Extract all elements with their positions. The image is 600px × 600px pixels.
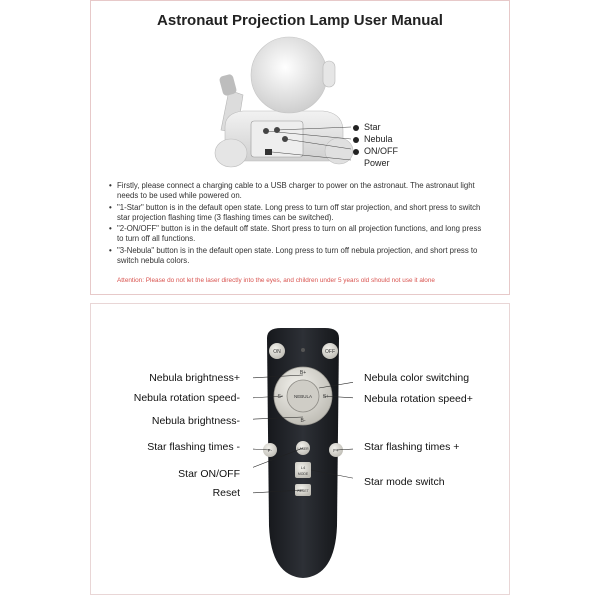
- nebula-button-label: NEBULA: [293, 394, 313, 399]
- label-reset: Reset: [212, 487, 240, 499]
- manual-panel: [90, 0, 510, 295]
- speed-up-label: S+: [322, 394, 330, 400]
- label-nebula-color-switching: Nebula color switching: [364, 372, 470, 384]
- laser-button-label: LASER: [297, 447, 309, 451]
- label-nebula-brightness-down: Nebula brightness-: [151, 415, 240, 427]
- callout-star: Star: [353, 122, 381, 132]
- callout-marker-icon: [353, 161, 359, 167]
- callout-power: Power: [353, 158, 390, 168]
- astronaut-lamp-image: [211, 35, 361, 175]
- label-star-flashing-up: Star flashing times +: [364, 441, 460, 453]
- callout-marker-icon: [353, 125, 359, 131]
- label-nebula-brightness-up: Nebula brightness+: [149, 372, 240, 384]
- instruction-item: • Firstly, please connect a charging cable to a USB charger to power on the astronaut. The astronaut light needs to be used while powered on.: [109, 181, 475, 201]
- instruction-item: • "3-Nebula" button is in the default open state. Long press to turn off nebula projection, and short press to switch nebula colors.: [109, 245, 478, 266]
- remote-control-image: [253, 326, 353, 581]
- label-nebula-rotation-speed-up: Nebula rotation speed+: [364, 393, 473, 405]
- label-star-mode-switch: Star mode switch: [364, 476, 445, 488]
- label-nebula-rotation-speed-down: Nebula rotation speed-: [133, 392, 240, 404]
- brightness-up-label: B+: [299, 370, 307, 376]
- instruction-item: • "2-ON/OFF" button is in the default off state. Short press to turn on all projection functions, and long press to turn off all functions.: [109, 224, 482, 244]
- instruction-list: [109, 181, 489, 267]
- callout-on-off: ON/OFF: [353, 146, 398, 156]
- instruction-item: • "1-Star" button is in the default open state. Long press to turn off star projection, and short press to switch star projection flashing time (3 flashing times can be switched).: [109, 202, 481, 222]
- mode-top-label: L4: [300, 465, 306, 470]
- on-button-label: ON: [273, 349, 281, 355]
- label-star-on-off: Star ON/OFF: [178, 468, 240, 480]
- remote-panel: [90, 303, 510, 595]
- callout-marker-icon: [353, 149, 359, 155]
- flash-plus-label: F+: [333, 448, 339, 453]
- mode-button-label: MODE: [297, 472, 309, 476]
- flash-minus-label: F-: [267, 448, 273, 453]
- reset-button-label: RESET: [297, 489, 309, 493]
- manual-title: Astronaut Projection Lamp User Manual: [157, 12, 443, 29]
- callout-nebula: Nebula: [353, 134, 393, 144]
- callout-marker-icon: [353, 137, 359, 143]
- off-button-label: OFF: [325, 349, 335, 355]
- speed-down-label: S-: [277, 394, 283, 400]
- brightness-down-label: B-: [300, 418, 306, 424]
- label-star-flashing-down: Star flashing times -: [147, 441, 240, 453]
- attention-note: Attention: Please do not let the laser directly into the eyes, and children under 5 years old should not use it alone: [117, 277, 435, 284]
